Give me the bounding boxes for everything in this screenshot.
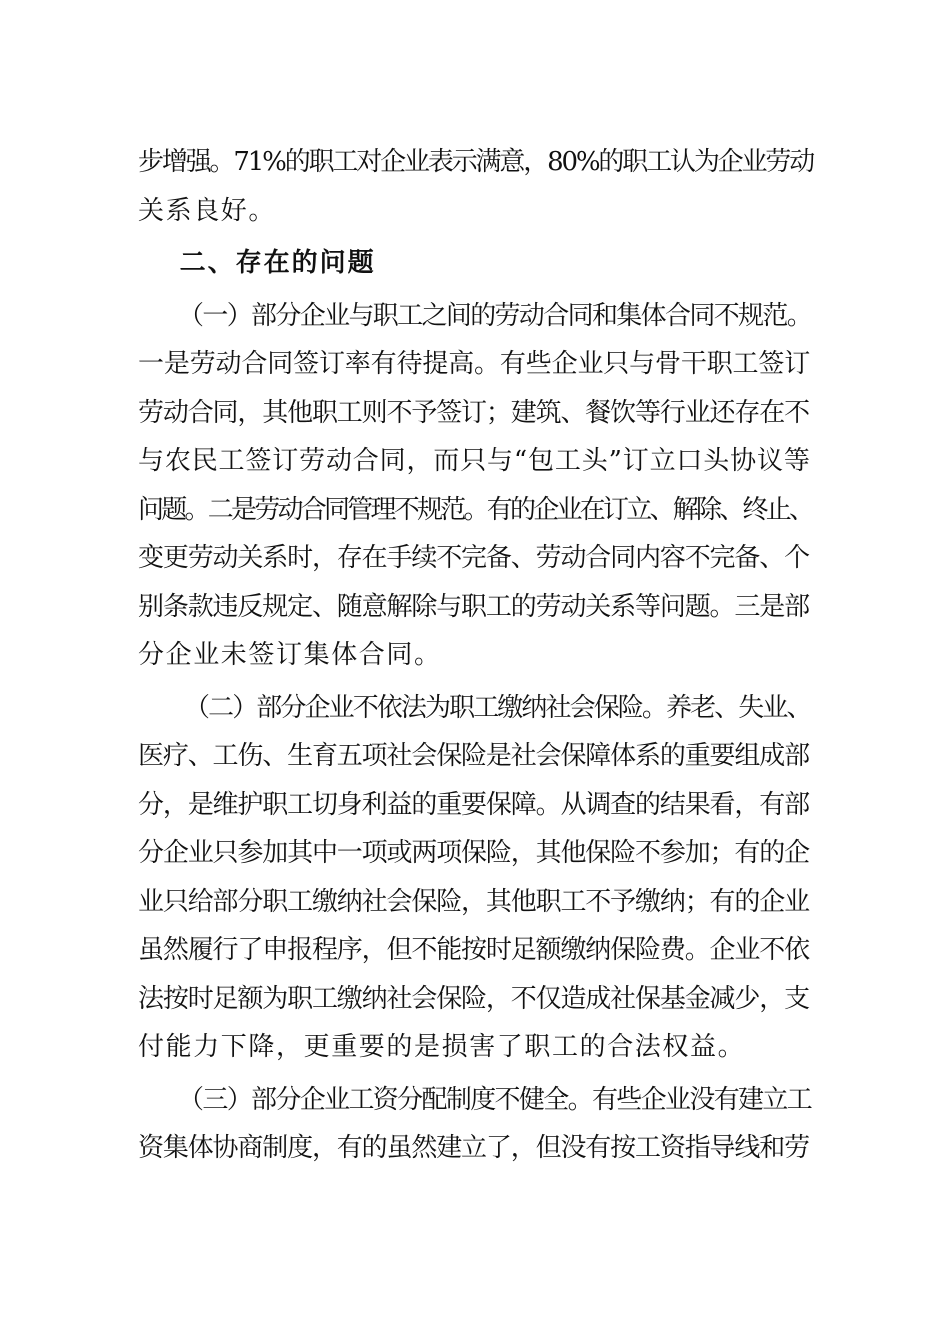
paragraph-item-1 bbox=[138, 292, 814, 680]
text-line: 分企业只参加其中一项或两项保险，其他保险不参加；有的企 bbox=[138, 838, 809, 868]
section-heading: 二、存在的问题 bbox=[179, 248, 376, 278]
text-line: 别条款违反规定、随意解除与职工的劳动关系等问题。三是部 bbox=[138, 591, 809, 622]
text-line: 资集体协商制度，有的虽然建立了，但没有按工资指导线和劳 bbox=[138, 1133, 809, 1163]
paragraph-continuation bbox=[138, 138, 814, 235]
paragraph-item-3 bbox=[138, 1076, 814, 1173]
text-line: （三）部分企业工资分配制度不健全。有些企业没有建立工 bbox=[178, 1084, 812, 1115]
text-line: 医疗、工伤、生育五项社会保险是社会保障体系的重要组成部 bbox=[138, 741, 809, 771]
text-line: 与农民工签订劳动合同，而只与“包工头”订立口头协议等 bbox=[138, 446, 811, 476]
text-line: 付能力下降，更重要的是损害了职工的合法权益。 bbox=[138, 1032, 746, 1062]
text-line: 一是劳动合同签订率有待提高。有些企业只与骨干职工签订 bbox=[138, 349, 811, 379]
text-line: （二）部分企业不依法为职工缴纳社会保险。养老、失业、 bbox=[184, 692, 811, 723]
text-line: 虽然履行了申报程序，但不能按时足额缴纳保险费。企业不依 bbox=[138, 935, 809, 965]
text-line: （一）部分企业与职工之间的劳动合同和集体合同不规范。 bbox=[178, 300, 812, 331]
text-line: 法按时足额为职工缴纳社会保险，不仅造成社保基金减少，支 bbox=[138, 983, 809, 1014]
document-body bbox=[138, 138, 814, 1173]
paragraph-item-2 bbox=[138, 684, 814, 1072]
text-line: 分，是维护职工切身利益的重要保障。从调查的结果看，有部 bbox=[138, 789, 809, 820]
text-line: 分企业未签订集体合同。 bbox=[138, 640, 442, 670]
text-line: 变更劳动关系时，存在手续不完备、劳动合同内容不完备、个 bbox=[138, 543, 809, 573]
text-line: 关系良好。 bbox=[138, 195, 277, 226]
text-line: 业只给部分职工缴纳社会保险，其他职工不予缴纳；有的企业 bbox=[138, 886, 809, 917]
text-line: 问题。二是劳动合同管理不规范。有的企业在订立、解除、终止、 bbox=[138, 494, 813, 525]
text-line: 劳动合同，其他职工则不予签订；建筑、餐饮等行业还存在不 bbox=[138, 397, 809, 428]
text-line: 步增强。71%的职工对企业表示满意，80%的职工认为企业劳动 bbox=[138, 147, 814, 177]
